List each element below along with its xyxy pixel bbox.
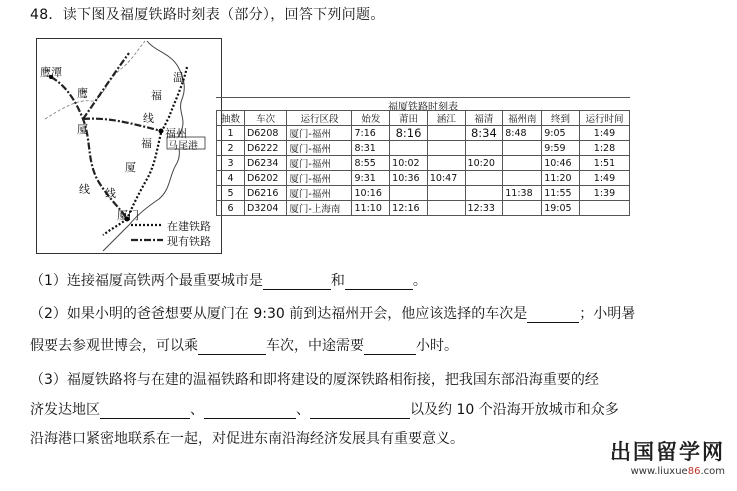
table-cell xyxy=(427,141,465,156)
legend-existing: 现有铁路 xyxy=(167,235,211,248)
q3-text-a: （3）福厦铁路将与在建的温福铁路和即将建设的厦深铁路相衔接，把我国东部沿海重要的经 xyxy=(30,372,599,388)
q1-text-a: （1）连接福厦高铁两个最重要城市是 xyxy=(30,273,263,289)
railway-north xyxy=(83,53,129,119)
question-2-line2 xyxy=(30,335,458,355)
table-cell: 厦门-福州 xyxy=(287,186,352,201)
table-cell: 5 xyxy=(217,186,245,201)
table-cell: 厦门-福州 xyxy=(287,171,352,186)
boundary-line xyxy=(45,41,145,119)
table-cell xyxy=(503,156,542,171)
table-cell: 1:49 xyxy=(579,126,629,141)
q1-text-c: 。 xyxy=(412,273,427,289)
watermark-url-num: 86 xyxy=(687,466,701,477)
table-cell: 1 xyxy=(217,126,245,141)
q2-text-e: 小时。 xyxy=(416,338,458,354)
table-cell: 10:02 xyxy=(390,156,428,171)
table-row xyxy=(217,201,630,216)
label-ying: 鹰 xyxy=(77,87,88,100)
q3-blank-2[interactable] xyxy=(204,403,296,419)
col-header: 涵江 xyxy=(427,111,465,126)
timetable xyxy=(216,110,630,216)
col-header: 始发 xyxy=(352,111,390,126)
table-cell: 1:39 xyxy=(579,186,629,201)
q2-text-a: （2）如果小明的爸爸想要从厦门在 9:30 前到达福州开会，他应该选择的车次是 xyxy=(30,306,528,322)
q1-blank-1[interactable] xyxy=(263,274,331,290)
table-cell: 1:49 xyxy=(579,171,629,186)
q2-text-b: ；小明暑 xyxy=(579,306,636,322)
timetable-header-row xyxy=(217,111,630,126)
table-cell: 8:16 xyxy=(390,126,428,141)
table-cell xyxy=(503,141,542,156)
question-1 xyxy=(30,270,427,290)
col-header: 福州南 xyxy=(503,111,542,126)
table-cell: 1:51 xyxy=(579,156,629,171)
watermark-url-prefix: www.liuxue xyxy=(630,466,688,477)
q3-text-b: 济发达地区 xyxy=(30,402,100,418)
legend-under-construction: 在建铁路 xyxy=(167,220,211,233)
label-xiamen: 厦门 xyxy=(117,209,139,222)
table-cell: 9:31 xyxy=(352,171,390,186)
col-header: 终到 xyxy=(542,111,580,126)
label-fu2: 福 xyxy=(141,137,152,150)
table-cell: 7:16 xyxy=(352,126,390,141)
table-cell xyxy=(465,186,503,201)
table-cell xyxy=(503,201,542,216)
table-cell: D6208 xyxy=(244,126,286,141)
table-cell: 厦门-福州 xyxy=(287,141,352,156)
q3-blank-1[interactable] xyxy=(100,403,190,419)
table-cell: 厦门-福州 xyxy=(287,156,352,171)
table-cell: 11:10 xyxy=(352,201,390,216)
table-cell: 8:48 xyxy=(503,126,542,141)
table-row xyxy=(217,171,630,186)
table-cell: 9:59 xyxy=(542,141,580,156)
q2-text-d: 车次，中途需要 xyxy=(266,338,364,354)
table-cell: 2 xyxy=(217,141,245,156)
table-cell: 10:46 xyxy=(542,156,580,171)
q3-text-c: 、 xyxy=(190,402,204,418)
table-cell xyxy=(390,141,428,156)
q1-text-b: 和 xyxy=(330,273,345,289)
table-cell xyxy=(465,141,503,156)
table-cell: 12:33 xyxy=(465,201,503,216)
table-cell: 10:36 xyxy=(390,171,428,186)
table-cell: 10:20 xyxy=(465,156,503,171)
table-cell: 1:28 xyxy=(579,141,629,156)
q3-text-e: 以及约 10 个沿海开放城市和众多 xyxy=(410,402,619,418)
label-xia1: 厦 xyxy=(77,123,88,136)
table-cell: 厦门-上海南 xyxy=(287,201,352,216)
col-header: 运行时间 xyxy=(579,111,629,126)
label-xian2: 线 xyxy=(79,183,90,196)
table-cell xyxy=(503,171,542,186)
table-cell xyxy=(427,126,465,141)
q2-blank-1[interactable] xyxy=(527,307,579,323)
table-cell: 9:05 xyxy=(542,126,580,141)
label-xian3: 线 xyxy=(105,187,116,200)
label-xia2: 厦 xyxy=(125,161,136,174)
col-header: 车次 xyxy=(244,111,286,126)
table-cell xyxy=(427,201,465,216)
watermark-main: 出国留学网 xyxy=(610,440,725,464)
table-cell: D6222 xyxy=(244,141,286,156)
question-3-line2 xyxy=(30,399,619,419)
q3-blank-3[interactable] xyxy=(310,403,410,419)
table-row xyxy=(217,156,630,171)
label-fuzhou: 福州 xyxy=(165,127,187,140)
q3-text-d: 、 xyxy=(296,402,310,418)
q2-blank-3[interactable] xyxy=(364,339,416,355)
watermark-url xyxy=(610,466,725,477)
table-cell: 10:16 xyxy=(352,186,390,201)
question-3-line3 xyxy=(30,428,464,448)
table-cell: 8:55 xyxy=(352,156,390,171)
col-header: 莆田 xyxy=(390,111,428,126)
col-header: 抽数 xyxy=(217,111,245,126)
q1-blank-2[interactable] xyxy=(345,274,413,290)
table-cell xyxy=(579,201,629,216)
table-cell: 8:34 xyxy=(465,126,503,141)
table-cell: D6202 xyxy=(244,171,286,186)
watermark-url-suffix: .com xyxy=(700,466,725,477)
question-title: 48．读下图及福厦铁路时刻表（部分），回答下列问题。 xyxy=(30,7,385,23)
table-cell: 11:20 xyxy=(542,171,580,186)
table-cell: 19:05 xyxy=(542,201,580,216)
table-row xyxy=(217,126,630,141)
table-cell xyxy=(465,171,503,186)
table-cell: 4 xyxy=(217,171,245,186)
table-cell: 6 xyxy=(217,201,245,216)
table-row xyxy=(217,186,630,201)
table-cell: 3 xyxy=(217,156,245,171)
label-yingtan: 鹰潭 xyxy=(40,66,62,79)
q2-blank-2[interactable] xyxy=(198,339,266,355)
table-cell: 10:47 xyxy=(427,171,465,186)
timetable-title: 福厦铁路时刻表 xyxy=(388,102,458,113)
table-cell: 11:38 xyxy=(503,186,542,201)
label-fu1: 福 xyxy=(151,89,162,102)
question-2-line1 xyxy=(30,303,635,323)
q3-text-f: 沿海港口紧密地联系在一起，对促进东南沿海经济发展具有重要意义。 xyxy=(30,431,464,447)
label-xian1: 线 xyxy=(143,112,154,125)
city-dot-fuzhou xyxy=(159,129,164,134)
table-cell xyxy=(427,186,465,201)
table-cell: 11:55 xyxy=(542,186,580,201)
table-cell xyxy=(427,156,465,171)
watermark xyxy=(610,436,725,477)
q2-text-c: 假要去参观世博会，可以乘 xyxy=(30,338,198,354)
table-cell: D3204 xyxy=(244,201,286,216)
table-row xyxy=(217,141,630,156)
label-maweigang: 马尾港 xyxy=(168,141,198,152)
col-header: 福清 xyxy=(465,111,503,126)
question-3-line1 xyxy=(30,369,599,389)
table-cell xyxy=(390,186,428,201)
table-cell: D6216 xyxy=(244,186,286,201)
railway-map xyxy=(36,38,222,254)
col-header: 运行区段 xyxy=(287,111,352,126)
table-cell: 12:16 xyxy=(390,201,428,216)
table-cell: D6234 xyxy=(244,156,286,171)
label-wen: 温 xyxy=(173,71,184,84)
table-cell: 8:31 xyxy=(352,141,390,156)
table-cell: 厦门-福州 xyxy=(287,126,352,141)
